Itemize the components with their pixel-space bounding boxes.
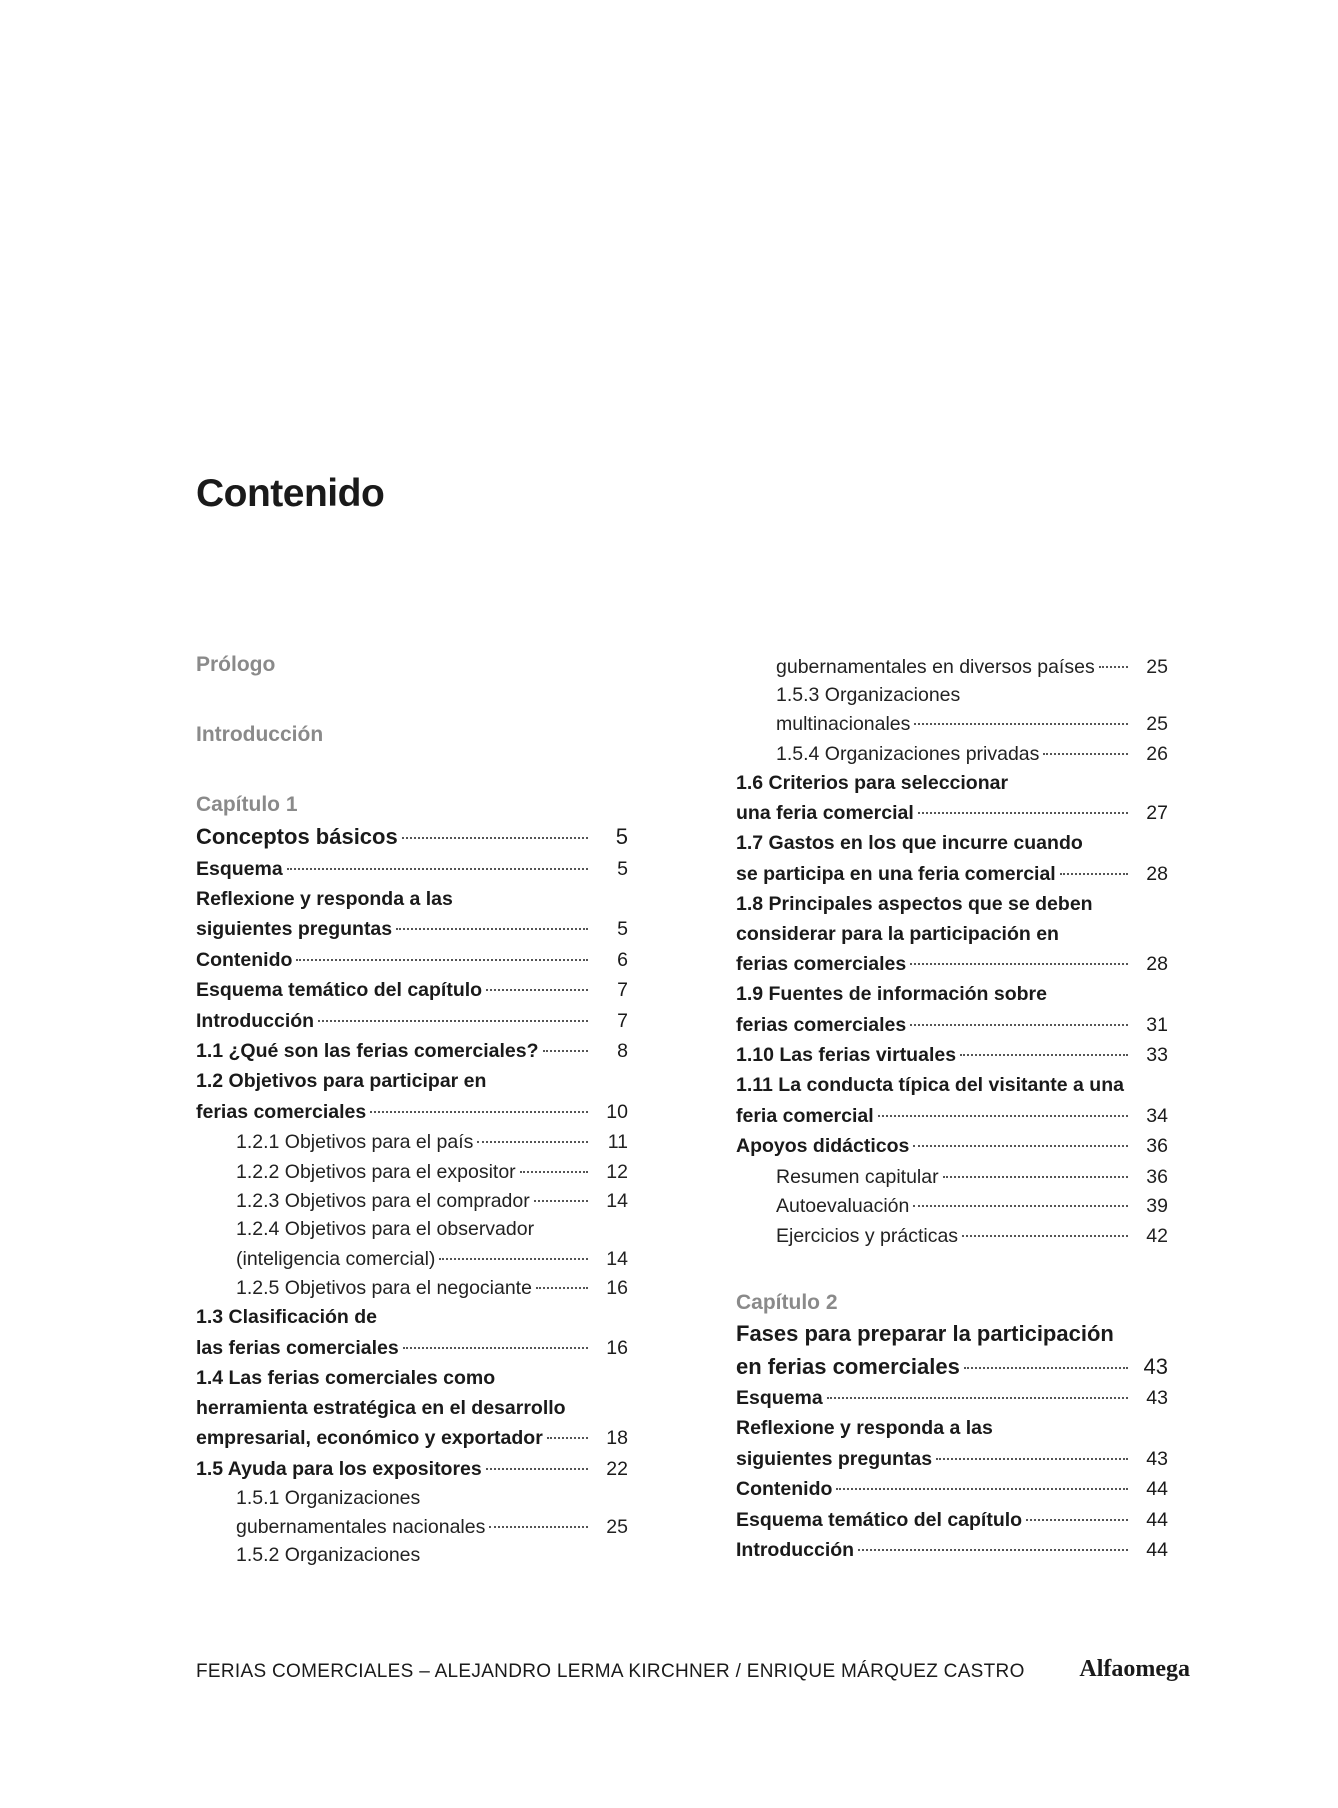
toc-entry-title: Fases para preparar la participación bbox=[736, 1320, 1114, 1346]
toc-entry-title: 1.5.4 Organizaciones privadas bbox=[776, 742, 1040, 765]
dot-leader bbox=[534, 1181, 588, 1203]
toc-entry-title: Esquema bbox=[736, 1387, 823, 1409]
toc-entry-page: 11 bbox=[607, 1131, 628, 1153]
toc-entry[interactable] bbox=[736, 858, 1168, 889]
toc-entry-title: 1.5 Ayuda para los expositores bbox=[196, 1457, 482, 1480]
dot-leader bbox=[1060, 853, 1128, 875]
toc-entry-title: Esquema temático del capítulo bbox=[196, 979, 483, 1001]
toc-entry-page: 5 bbox=[617, 857, 628, 880]
toc-entry-page: 7 bbox=[617, 979, 628, 1001]
dot-leader bbox=[1043, 733, 1128, 755]
toc-entry-title: 1.5.2 Organizaciones bbox=[236, 1544, 421, 1566]
dot-leader bbox=[486, 970, 588, 992]
toc-entry-page: 33 bbox=[1146, 1044, 1168, 1066]
toc-entry-title: feria comercial bbox=[736, 1104, 874, 1127]
toc-entry-title: Introducción bbox=[736, 1539, 855, 1561]
dot-leader bbox=[960, 1035, 1128, 1057]
toc-entry[interactable] bbox=[736, 1040, 1168, 1071]
toc-entry[interactable] bbox=[736, 949, 1168, 980]
toc-entry-page: 6 bbox=[617, 948, 628, 971]
toc-entry-title: herramienta estratégica en el desarrollo bbox=[196, 1396, 566, 1419]
toc-entry-page: 26 bbox=[1146, 742, 1168, 765]
toc-entry-page: 36 bbox=[1146, 1135, 1168, 1157]
toc-entry-title: Reflexione y responda a las bbox=[196, 887, 453, 910]
toc-entry-title: en ferias comerciales bbox=[736, 1353, 960, 1379]
toc-entry-title: 1.2.3 Objetivos para el comprador bbox=[236, 1190, 530, 1212]
toc-entry-title: gubernamentales nacionales bbox=[236, 1516, 486, 1538]
toc-entry-title: considerar para la participación en bbox=[736, 922, 1059, 945]
toc-entry-page: 22 bbox=[606, 1457, 628, 1480]
toc-entry-title: empresarial, económico y exportador bbox=[196, 1427, 543, 1449]
toc-entry-title: 1.9 Fuentes de información sobre bbox=[736, 983, 1047, 1005]
toc-right-column bbox=[736, 651, 1168, 1565]
toc-entry-page: 31 bbox=[1146, 1013, 1168, 1036]
chapter-1-entries bbox=[196, 820, 628, 1569]
toc-entry[interactable] bbox=[736, 798, 1168, 829]
dot-leader bbox=[486, 1448, 588, 1470]
toc-entry-title: Ejercicios y prácticas bbox=[776, 1224, 959, 1247]
toc-entry[interactable] bbox=[196, 1541, 628, 1569]
toc-entry-page: 14 bbox=[606, 1247, 628, 1270]
toc-entry[interactable] bbox=[736, 651, 1168, 681]
toc-prologo[interactable]: Prólogo bbox=[196, 653, 276, 676]
toc-entry-title: 1.5.3 Organizaciones bbox=[776, 683, 961, 706]
toc-entry-page: 14 bbox=[606, 1190, 628, 1212]
toc-entry-title: gubernamentales en diversos países bbox=[776, 655, 1095, 678]
toc-entry-title: 1.3 Clasificación de bbox=[196, 1306, 377, 1328]
toc-entry-title: una feria comercial bbox=[736, 802, 914, 824]
toc-entry-page: 44 bbox=[1146, 1508, 1168, 1531]
toc-entry-title: ferias comerciales bbox=[736, 953, 907, 975]
dot-leader bbox=[396, 909, 588, 931]
toc-entry-title: Autoevaluación bbox=[776, 1195, 910, 1217]
footer-publisher-logo: Alfaomega bbox=[1079, 1656, 1190, 1682]
toc-entry-page: 25 bbox=[1146, 713, 1168, 735]
toc-entry-title: ferias comerciales bbox=[736, 1013, 907, 1036]
toc-entry-title: 1.2.1 Objetivos para el país bbox=[236, 1131, 474, 1153]
dot-leader bbox=[520, 1151, 588, 1173]
dot-leader bbox=[914, 704, 1128, 726]
toc-entry-title: 1.7 Gastos en los que incurre cuando bbox=[736, 832, 1083, 854]
toc-entry-page: 8 bbox=[617, 1040, 628, 1062]
toc-entry-page: 43 bbox=[1146, 1387, 1168, 1409]
dot-leader bbox=[962, 1215, 1128, 1237]
dot-leader bbox=[403, 1327, 588, 1349]
toc-entry-page: 25 bbox=[606, 1516, 628, 1538]
toc-entry-page: 44 bbox=[1146, 1539, 1168, 1561]
dot-leader bbox=[287, 848, 588, 870]
toc-entry-page: 18 bbox=[606, 1427, 628, 1449]
toc-entry-title: Contenido bbox=[736, 1478, 833, 1500]
toc-entry[interactable] bbox=[736, 1220, 1168, 1250]
toc-entry[interactable] bbox=[196, 1332, 628, 1363]
dot-leader bbox=[918, 793, 1128, 815]
toc-entry[interactable] bbox=[196, 853, 628, 884]
dot-leader bbox=[878, 1095, 1128, 1117]
toc-entry-title: se participa en una feria comercial bbox=[736, 862, 1056, 885]
toc-entry-title: las ferias comerciales bbox=[196, 1336, 399, 1359]
dot-leader bbox=[370, 1091, 588, 1113]
toc-entry-title: 1.2.5 Objetivos para el negociante bbox=[236, 1277, 532, 1299]
toc-entry-title: (inteligencia comercial) bbox=[236, 1247, 436, 1270]
dot-leader bbox=[402, 815, 588, 839]
dot-leader bbox=[439, 1238, 588, 1260]
toc-entry-page: 12 bbox=[606, 1160, 628, 1183]
toc-entry-title: 1.6 Criterios para seleccionar bbox=[736, 771, 1009, 794]
dot-leader bbox=[910, 944, 1128, 966]
toc-entry[interactable] bbox=[196, 1363, 628, 1393]
toc-entry[interactable] bbox=[736, 1383, 1168, 1414]
dot-leader bbox=[913, 1186, 1128, 1208]
toc-entry-title: Esquema bbox=[196, 857, 283, 880]
toc-entry-title: 1.2 Objetivos para participar en bbox=[196, 1070, 487, 1092]
toc-entry-title: 1.10 Las ferias virtuales bbox=[736, 1044, 957, 1066]
dot-leader bbox=[1099, 646, 1128, 668]
dot-leader bbox=[936, 1438, 1128, 1460]
toc-entry-page: 28 bbox=[1146, 953, 1168, 975]
toc-entry-page: 43 bbox=[1146, 1447, 1168, 1470]
toc-entry-page: 5 bbox=[617, 918, 628, 940]
chapter-2-entries bbox=[736, 1318, 1168, 1566]
toc-entry-page: 39 bbox=[1146, 1195, 1168, 1217]
toc-entry-title: ferias comerciales bbox=[196, 1100, 367, 1123]
dot-leader bbox=[827, 1378, 1128, 1400]
toc-entry[interactable] bbox=[196, 1273, 628, 1303]
chapter-2-label: Capítulo 2 bbox=[736, 1290, 838, 1314]
toc-entry-page: 44 bbox=[1146, 1478, 1168, 1500]
toc-entry-title: 1.8 Principales aspectos que se deben bbox=[736, 892, 1093, 915]
dot-leader bbox=[547, 1418, 588, 1440]
toc-entry[interactable] bbox=[736, 738, 1168, 768]
toc-entry-title: 1.11 La conducta típica del visitante a una bbox=[736, 1074, 1124, 1096]
dot-leader bbox=[489, 1507, 588, 1529]
chapter-1-label: Capítulo 1 bbox=[196, 793, 298, 816]
toc-entry-page: 34 bbox=[1146, 1104, 1168, 1127]
toc-entry-page: 25 bbox=[1146, 655, 1168, 678]
toc-entry[interactable] bbox=[196, 1036, 628, 1067]
toc-entry-page: 42 bbox=[1146, 1224, 1168, 1247]
dot-leader bbox=[543, 1031, 589, 1053]
dot-leader bbox=[1026, 1499, 1128, 1521]
toc-entry[interactable] bbox=[196, 1512, 628, 1542]
chapter-1-entries-continued bbox=[736, 651, 1168, 1250]
toc-entry-title: multinacionales bbox=[776, 713, 911, 735]
toc-entry-title: siguientes preguntas bbox=[736, 1447, 933, 1470]
toc-entry-page: 7 bbox=[617, 1009, 628, 1032]
page-title: Contenido bbox=[196, 472, 385, 515]
toc-entry-title: Introducción bbox=[196, 1009, 315, 1032]
toc-entry-page: 5 bbox=[615, 824, 628, 849]
toc-entry-title: 1.4 Las ferias comerciales como bbox=[196, 1366, 496, 1389]
footer-book-credit: FERIAS COMERCIALES – ALEJANDRO LERMA KIRCHNER / ENRIQUE MÁRQUEZ CASTRO bbox=[196, 1661, 1025, 1682]
toc-entry-page: 16 bbox=[606, 1277, 628, 1299]
toc-introduccion[interactable]: Introducción bbox=[196, 723, 324, 746]
toc-entry-title: Reflexione y responda a las bbox=[736, 1417, 993, 1439]
toc-entry-page: 28 bbox=[1146, 862, 1168, 885]
toc-entry-title: 1.1 ¿Qué son las ferias comerciales? bbox=[196, 1040, 539, 1062]
toc-entry-title: Contenido bbox=[196, 948, 293, 971]
toc-entry[interactable] bbox=[196, 1186, 628, 1216]
toc-entry-title: Apoyos didácticos bbox=[736, 1135, 910, 1157]
toc-entry-title: Conceptos básicos bbox=[196, 824, 398, 849]
toc-entry[interactable] bbox=[196, 1453, 628, 1484]
toc-entry-title: Resumen capitular bbox=[776, 1165, 939, 1188]
toc-entry-title: siguientes preguntas bbox=[196, 918, 393, 940]
toc-entry-title: 1.5.1 Organizaciones bbox=[236, 1486, 421, 1509]
toc-left-column bbox=[196, 650, 628, 1569]
dot-leader bbox=[964, 1345, 1128, 1369]
toc-entry[interactable] bbox=[736, 889, 1168, 919]
dot-leader bbox=[943, 1156, 1128, 1178]
toc-entry[interactable] bbox=[736, 1535, 1168, 1566]
dot-leader bbox=[836, 1469, 1128, 1491]
toc-entry-title: 1.2.4 Objetivos para el observador bbox=[236, 1218, 535, 1240]
dot-leader bbox=[477, 1122, 588, 1144]
dot-leader bbox=[296, 939, 588, 961]
toc-entry-page: 27 bbox=[1146, 802, 1168, 824]
toc-entry-page: 43 bbox=[1143, 1353, 1168, 1379]
dot-leader bbox=[913, 1126, 1128, 1148]
toc-entry-page: 36 bbox=[1146, 1165, 1168, 1188]
dot-leader bbox=[536, 1268, 588, 1290]
dot-leader bbox=[318, 1000, 588, 1022]
toc-entry-title: 1.2.2 Objetivos para el expositor bbox=[236, 1160, 516, 1183]
dot-leader bbox=[858, 1530, 1128, 1552]
toc-entry-page: 16 bbox=[606, 1336, 628, 1359]
dot-leader bbox=[910, 1004, 1128, 1026]
toc-entry-title: Esquema temático del capítulo bbox=[736, 1508, 1023, 1531]
toc-entry-page: 10 bbox=[606, 1100, 628, 1123]
